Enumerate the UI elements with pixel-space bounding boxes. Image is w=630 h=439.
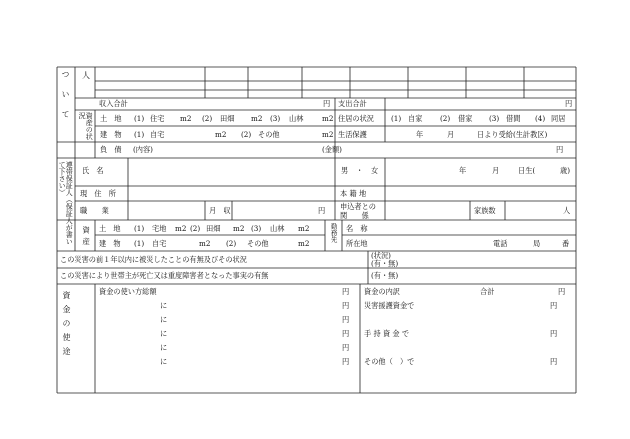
usage-yen: 円 <box>342 329 350 338</box>
guarantor-address-label: 現 住 所 <box>80 189 116 198</box>
residence-opt: (4) <box>535 114 546 123</box>
assets-building-opt: (2) <box>241 130 252 139</box>
debt-label: 負 債 <box>100 145 122 154</box>
usage-total: 合計 <box>480 287 495 296</box>
assets-building-opt: その他 <box>258 130 280 139</box>
guarantor-birth-year: 年 <box>459 166 467 175</box>
debt-unit: 円 <box>556 145 564 154</box>
residence-label: 住居の状況 <box>338 114 374 123</box>
usage-item-other: その他（ ）で <box>364 357 415 366</box>
guarantor-building-opt: m2 <box>199 239 211 248</box>
debt-amount: (金額) <box>322 145 342 154</box>
residence-opt: (1) <box>391 114 402 123</box>
usage-item-yen: 円 <box>550 329 558 338</box>
guarantor-sex-female: 女 <box>371 166 379 175</box>
income-unit: 円 <box>323 99 331 108</box>
guarantor-family-label: 家族数 <box>474 206 496 215</box>
assets-land-opt: m2 <box>322 114 334 123</box>
residence-opt: 自家 <box>408 114 423 123</box>
assets-land-opt: m2 <box>180 114 192 123</box>
expense-unit: 円 <box>565 99 573 108</box>
guarantor-phone: 電話 <box>493 239 508 248</box>
usage-plan-header: 資金の使い方総額 <box>99 287 157 296</box>
disaster1-status: (状況) <box>371 251 391 260</box>
guarantor-honseki-label: 本 籍 地 <box>340 189 367 198</box>
guarantor-birth-month: 月 <box>492 166 500 175</box>
guarantor-number: 番 <box>562 239 570 248</box>
usage-content-header: 資金の内訳 <box>364 287 400 296</box>
usage-ni: に <box>160 357 168 366</box>
welfare-text: 日より受給(生計教区) <box>477 130 548 139</box>
assets-building-label: 建 物 <box>100 130 122 139</box>
guarantor-building-opt: (1) <box>134 239 145 248</box>
guarantor-land-opt: m2 <box>233 224 245 233</box>
guarantor-name-label: 氏 名 <box>82 166 104 175</box>
guarantor-building-opt: m2 <box>298 239 310 248</box>
income-label: 収入合計 <box>99 99 128 108</box>
usage-total-yen: 円 <box>558 287 566 296</box>
guarantor-land-label: 土 地 <box>99 224 121 233</box>
side-label-guarantor: 連帯保証人（保証人が書いて下さい） <box>58 161 74 245</box>
residence-opt: 借間 <box>506 114 521 123</box>
guarantor-building-opt: (2) <box>226 239 237 248</box>
guarantor-building-opt: 自宅 <box>152 239 167 248</box>
guarantor-assets-label: 資産 <box>81 226 91 249</box>
guarantor-monthly-label: 月 収 <box>209 206 231 215</box>
assets-land-opt: (3) <box>270 114 281 123</box>
side-label-usage: 資金の使途 <box>62 291 71 361</box>
guarantor-relation-label: 申込者との関 係 <box>340 202 376 220</box>
guarantor-sex-dot: ・ <box>356 166 364 175</box>
assets-building-opt: (1) <box>134 130 145 139</box>
residence-opt: 借家 <box>458 114 473 123</box>
disaster1-yn: (有・無) <box>371 259 399 268</box>
residence-opt: 同居 <box>551 114 566 123</box>
guarantor-land-opt: (3) <box>251 224 262 233</box>
guarantor-land-opt: 山林 <box>270 224 285 233</box>
usage-item-own-fund: 手 持 資 金 で <box>364 329 410 338</box>
assets-land-label: 土 地 <box>100 114 122 123</box>
assets-building-opt: 自宅 <box>150 130 165 139</box>
guarantor-age: 歳) <box>560 166 570 175</box>
assets-building-opt: m2 <box>322 130 334 139</box>
assets-land-opt: 住宅 <box>150 114 165 123</box>
usage-ni: に <box>160 301 168 310</box>
usage-yen: 円 <box>342 301 350 310</box>
disaster2-label: この災害により世帯主が死亡又は重度障害者となった事実の有無 <box>60 271 269 280</box>
guarantor-land-opt: 田畑 <box>206 224 221 233</box>
assets-land-opt: (2) <box>202 114 213 123</box>
guarantor-birth-day: 日生( <box>518 166 536 175</box>
guarantor-sex-male: 男 <box>341 166 349 175</box>
side-label-upper: ついて <box>61 70 70 130</box>
usage-ni: に <box>160 329 168 338</box>
assets-building-opt: m2 <box>215 130 227 139</box>
guarantor-job-label: 職 業 <box>80 206 109 215</box>
guarantor-work-name: 名 称 <box>346 224 368 233</box>
welfare-year: 年 <box>416 130 424 139</box>
usage-yen: 円 <box>342 343 350 352</box>
welfare-month: 月 <box>447 130 455 139</box>
assets-land-opt: 田畑 <box>220 114 235 123</box>
person-label: 人 <box>82 71 90 80</box>
assets-label: 資産の状況 <box>78 112 94 140</box>
welfare-label: 生活保護 <box>338 130 367 139</box>
expense-label: 支出合計 <box>338 99 367 108</box>
guarantor-work-label: 勤務先 <box>329 223 338 243</box>
assets-land-opt: (1) <box>134 114 145 123</box>
usage-item-yen: 円 <box>550 301 558 310</box>
guarantor-land-opt: (1) <box>134 224 145 233</box>
usage-item-yen: 円 <box>550 357 558 366</box>
guarantor-land-opt: m2 <box>175 224 187 233</box>
usage-ni: に <box>160 315 168 324</box>
guarantor-land-opt: (2) <box>190 224 201 233</box>
guarantor-land-opt: m2 <box>298 224 310 233</box>
residence-opt: (2) <box>440 114 451 123</box>
guarantor-work-addr: 所在地 <box>346 239 368 248</box>
assets-land-opt: 山林 <box>289 114 304 123</box>
guarantor-monthly-unit: 円 <box>318 206 326 215</box>
residence-opt: (3) <box>489 114 500 123</box>
usage-ni: に <box>160 343 168 352</box>
guarantor-bureau: 局 <box>533 239 541 248</box>
usage-item-disaster-fund: 災害援護資金で <box>364 301 415 310</box>
disaster1-label: この災害の前１年以内に被災したことの有無及びその状況 <box>60 255 247 264</box>
debt-contents: (内容) <box>133 145 153 154</box>
guarantor-building-opt: その他 <box>247 239 269 248</box>
disaster2-yn: (有・無) <box>371 271 399 280</box>
guarantor-building-label: 建 物 <box>99 239 121 248</box>
assets-land-opt: m2 <box>251 114 263 123</box>
guarantor-family-unit: 人 <box>563 206 571 215</box>
usage-yen: 円 <box>342 357 350 366</box>
guarantor-land-opt: 宅地 <box>152 224 167 233</box>
usage-yen: 円 <box>342 315 350 324</box>
usage-plan-yen: 円 <box>342 287 350 296</box>
